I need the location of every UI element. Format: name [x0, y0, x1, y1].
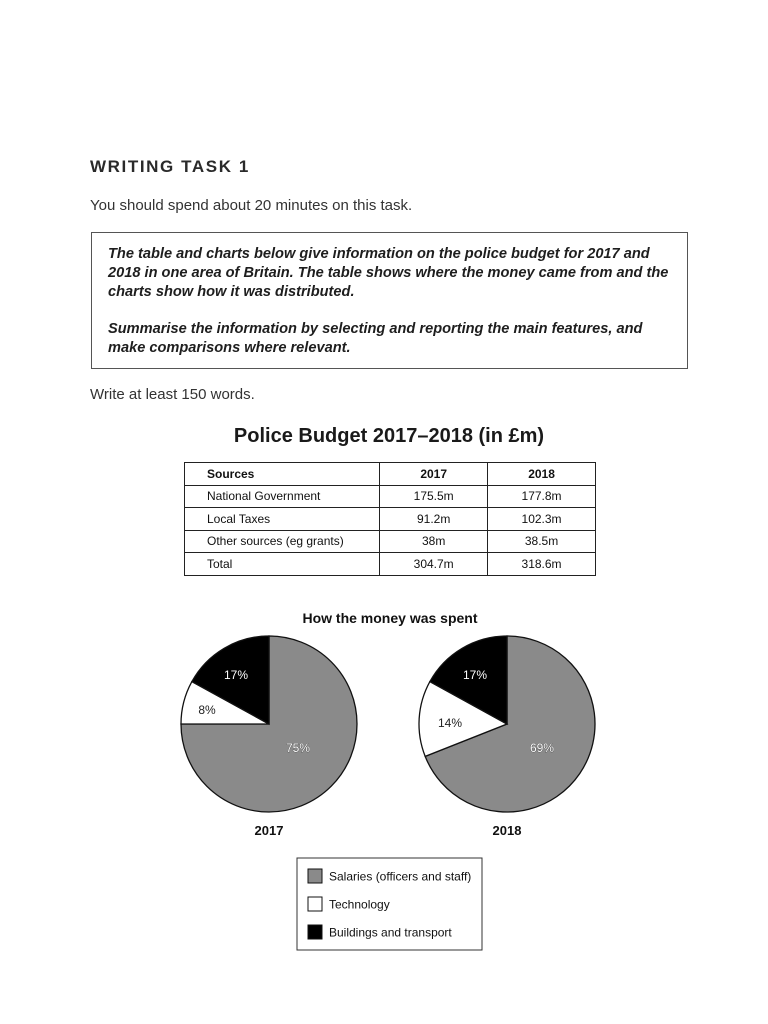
- task-instruction: You should spend about 20 minutes on this task.: [90, 197, 413, 214]
- prompt-instruction: Summarise the information by selecting and reporting the main features, and make comparisons where relevant.: [108, 321, 643, 356]
- pie-label-2017-technology: 8%: [198, 703, 216, 717]
- pie-group: [181, 636, 595, 838]
- table-header-2018: 2018: [488, 463, 596, 486]
- pie-label-2018-buildings-and-transport: 17%: [462, 668, 488, 682]
- word-count-instruction: Write at least 150 words.: [90, 386, 255, 403]
- pie-year-label-2017: 2017: [254, 823, 284, 838]
- legend-swatch-salaries-officers-and-staff: [308, 869, 322, 883]
- table-cell-2017: 38m: [380, 530, 488, 553]
- legend-label-salaries-officers-and-staff: Salaries (officers and staff): [329, 869, 472, 884]
- pie-label-2018-technology: 14%: [437, 716, 463, 730]
- task-heading: WRITING TASK 1: [90, 157, 250, 176]
- table-cell-source: Total: [185, 553, 380, 576]
- table-cell-2017: 175.5m: [380, 485, 488, 508]
- table-cell-2018: 102.3m: [488, 508, 596, 531]
- table-cell-source: Other sources (eg grants): [185, 530, 380, 553]
- legend-swatch-buildings-and-transport: [308, 925, 322, 939]
- table-header-sources: Sources: [185, 463, 380, 486]
- pie-year-label-2018: 2018: [492, 823, 522, 838]
- table-header-2017: 2017: [380, 463, 488, 486]
- legend-label-buildings-and-transport: Buildings and transport: [329, 925, 452, 940]
- table-cell-2018: 318.6m: [488, 553, 596, 576]
- table-cell-2017: 91.2m: [380, 508, 488, 531]
- table-cell-2018: 177.8m: [488, 485, 596, 508]
- table-cell-source: National Government: [185, 485, 380, 508]
- table-cell-2018: 38.5m: [488, 530, 596, 553]
- pie-label-2017-salaries-officers-and-staff: 75%: [285, 741, 311, 755]
- prompt-description: The table and charts below give information on the police budget for 2017 and 2018 in one area of Britain. The table shows where the money came from and the charts show how it was distributed.: [108, 246, 669, 300]
- pie-label-2018-salaries-officers-and-staff: 69%: [529, 741, 555, 755]
- legend-swatch-technology: [308, 897, 322, 911]
- table-cell-2017: 304.7m: [380, 553, 488, 576]
- legend-label-technology: Technology: [329, 897, 390, 912]
- chart-legend: [297, 858, 482, 950]
- table-cell-source: Local Taxes: [185, 508, 380, 531]
- budget-title: Police Budget 2017–2018 (in £m): [233, 425, 545, 447]
- chart-title: How the money was spent: [302, 610, 478, 626]
- pie-label-2017-buildings-and-transport: 17%: [223, 668, 249, 682]
